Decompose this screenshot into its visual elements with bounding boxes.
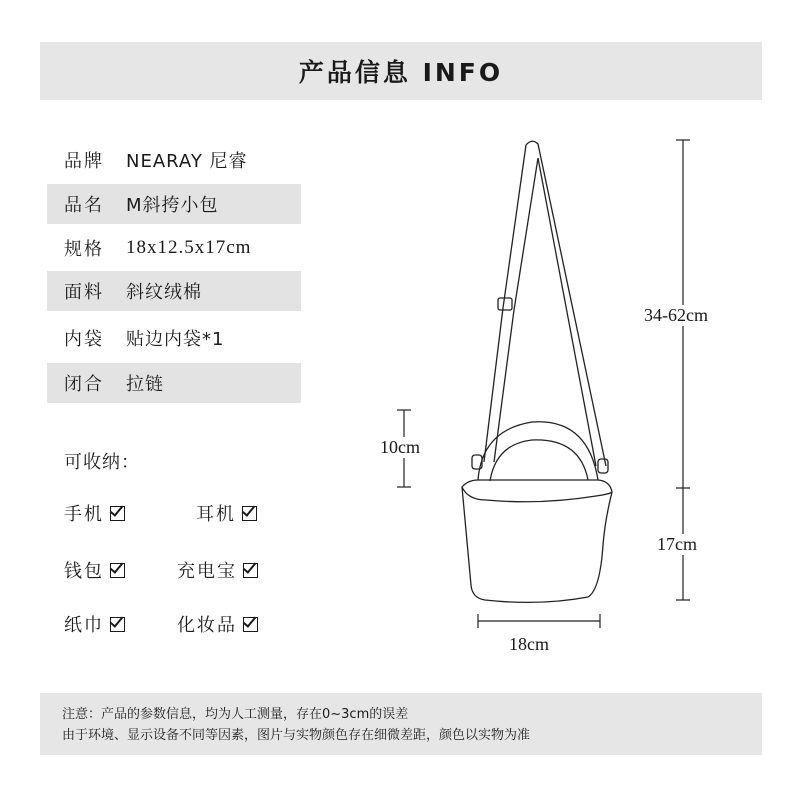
- spec-label: 品名: [64, 195, 104, 216]
- strap-left-outer-line: [484, 145, 526, 462]
- strap-length-label: 34-62cm: [644, 305, 708, 325]
- spec-label: 规格: [64, 239, 104, 260]
- handle-height-label: 10cm: [380, 437, 420, 457]
- spec-value: 18x12.5x17cm: [126, 237, 252, 258]
- spec-label: 闭合: [64, 374, 104, 395]
- disclaimer-note: [40, 693, 762, 755]
- strap-buckle: [498, 298, 512, 310]
- page-title: 产品信息 INFO: [40, 42, 762, 100]
- spec-value: M斜挎小包: [126, 195, 219, 216]
- capacity-item-label: 钱包: [64, 561, 104, 582]
- spec-value: 贴边内袋*1: [126, 329, 225, 350]
- spec-value: NEARAY 尼睿: [126, 151, 248, 172]
- bag-body: [462, 480, 612, 602]
- spec-value: 斜纹绒棉: [126, 282, 202, 303]
- capacity-item-label: 充电宝: [177, 561, 237, 582]
- spec-value: 拉链: [126, 374, 164, 395]
- bag-handle-inner: [490, 440, 588, 481]
- bag-height-label: 17cm: [657, 534, 697, 554]
- disclaimer-line: 注意：产品的参数信息，均为人工测量，存在0~3cm的误差: [62, 707, 409, 722]
- capacity-item-label: 耳机: [196, 504, 236, 525]
- capacity-title: 可收纳：: [64, 452, 140, 473]
- strap-right-inner-line: [538, 158, 596, 466]
- capacity-item-label: 手机: [64, 504, 104, 525]
- capacity-item-label: 纸巾: [64, 615, 104, 636]
- capacity-item-label: 化妆品: [177, 615, 237, 636]
- bag-width-label: 18cm: [509, 634, 549, 654]
- strap-clip-right: [598, 459, 608, 473]
- bag-rim: [462, 487, 612, 502]
- spec-label: 面料: [64, 282, 104, 303]
- spec-label: 品牌: [64, 151, 104, 172]
- spec-label: 内袋: [64, 329, 104, 350]
- disclaimer-line: 由于环境、显示设备不同等因素，图片与实物颜色存在细微差距，颜色以实物为准: [62, 728, 531, 743]
